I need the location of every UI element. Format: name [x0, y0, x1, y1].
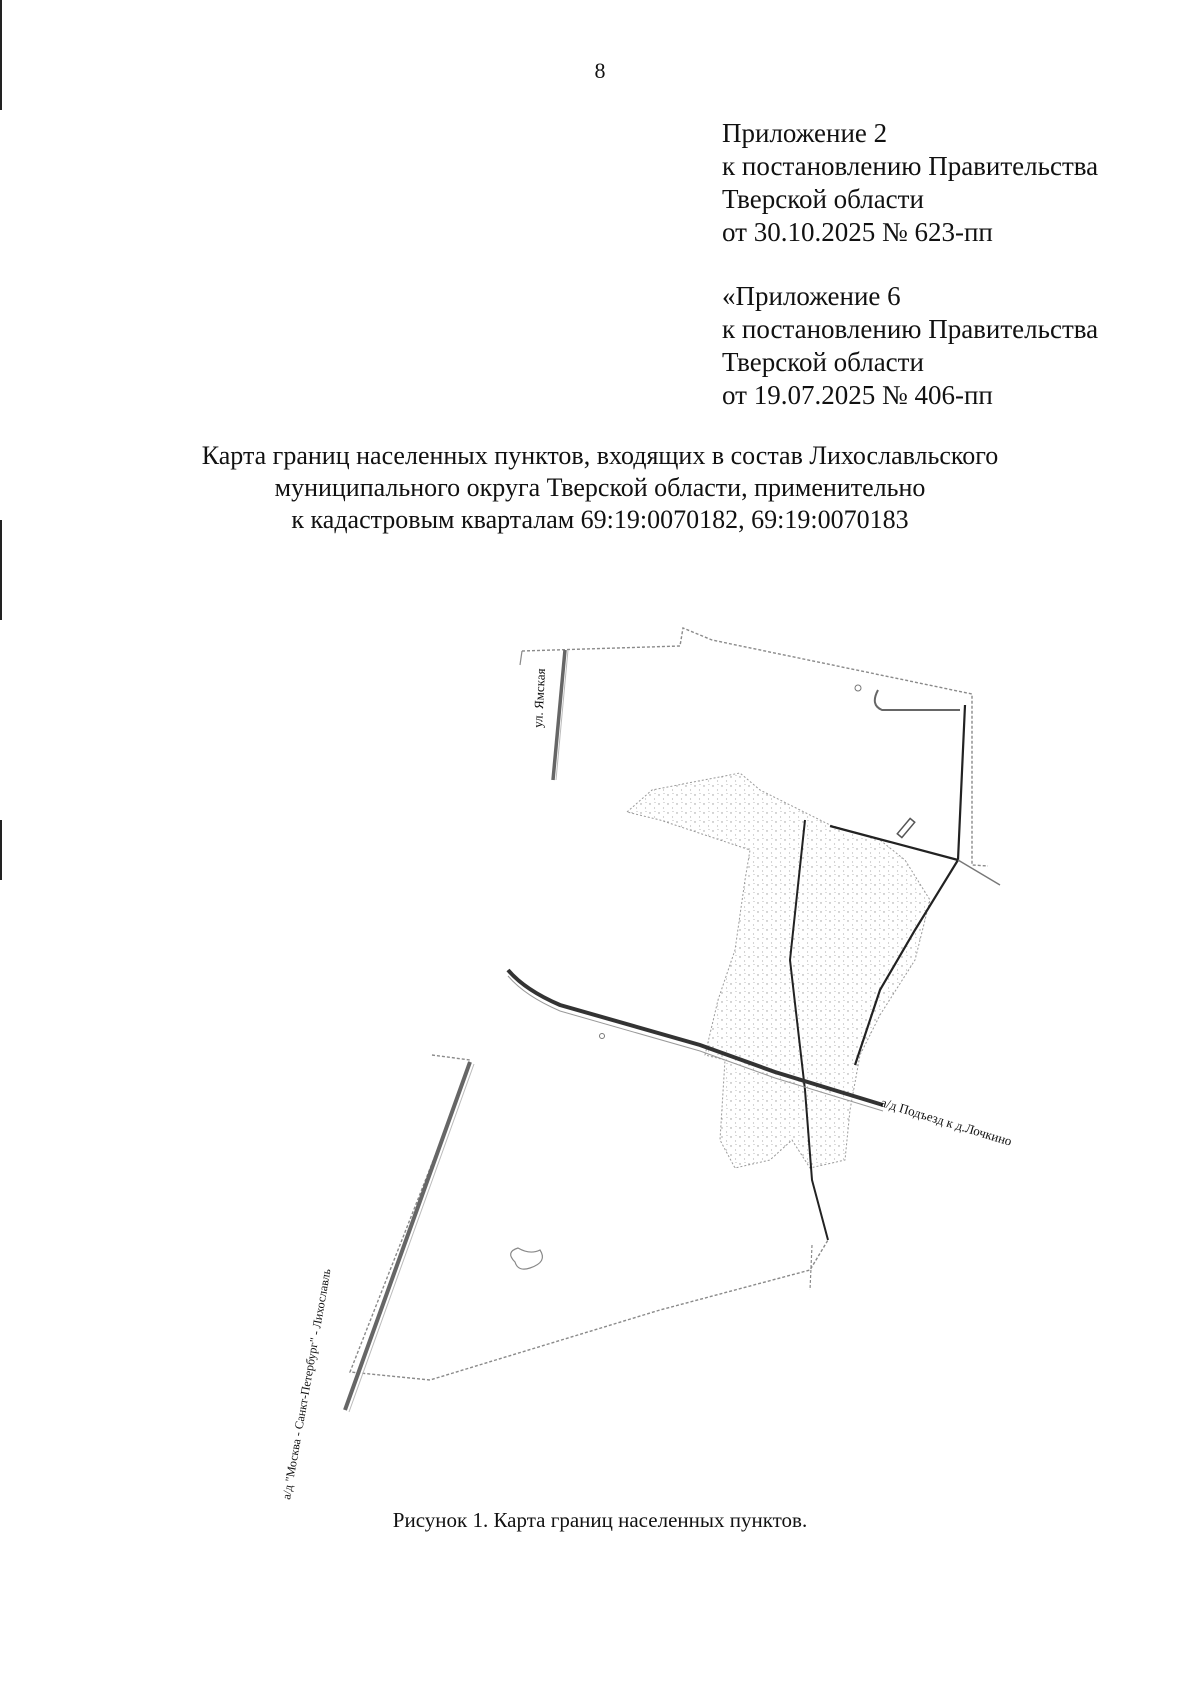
- appendix-original-line: от 19.07.2025 № 406-пп: [722, 380, 993, 410]
- map-feature: [897, 818, 914, 837]
- appendix-original-line: Тверской области: [722, 347, 924, 377]
- appendix-current-line: Тверской области: [722, 184, 924, 214]
- label-highway-moscow-spb: а/д "Москва - Санкт-Петербург" - Лихославль: [279, 1267, 334, 1501]
- title-line: к кадастровым кварталам 69:19:0070182, 69:19:0070183: [291, 505, 909, 534]
- parcel-line: [958, 860, 1000, 885]
- map-feature: [511, 1248, 543, 1269]
- highway-moscow-spb: [345, 1062, 470, 1410]
- map-feature: [855, 685, 861, 691]
- appendix-original-line: «Приложение 6: [722, 281, 901, 311]
- highway-moscow-spb-edge: [349, 1064, 474, 1412]
- appendix-original-line: к постановлению Правительства: [722, 314, 1099, 344]
- label-street-yamskaya: ул. Ямская: [530, 668, 549, 729]
- street-yamskaya: [553, 650, 565, 780]
- map-feature: [875, 690, 960, 710]
- figure-caption: Рисунок 1. Карта границ населенных пунктов.: [392, 1508, 808, 1532]
- page-number: 8: [594, 58, 606, 83]
- appendix-current-line: к постановлению Правительства: [722, 151, 1099, 181]
- appendix-current-line: Приложение 2: [722, 118, 888, 148]
- appendix-current-line: от 30.10.2025 № 623-пп: [722, 217, 993, 247]
- label-road-lochkino: а/д Подъезд к д.Лочкино: [879, 1094, 1014, 1149]
- title-line: муниципального округа Тверской области, применительно: [274, 473, 926, 502]
- title-line: Карта границ населенных пунктов, входящих в состав Лихославльского: [201, 441, 999, 470]
- parcel-line: [520, 651, 522, 665]
- map-feature: [600, 1034, 605, 1039]
